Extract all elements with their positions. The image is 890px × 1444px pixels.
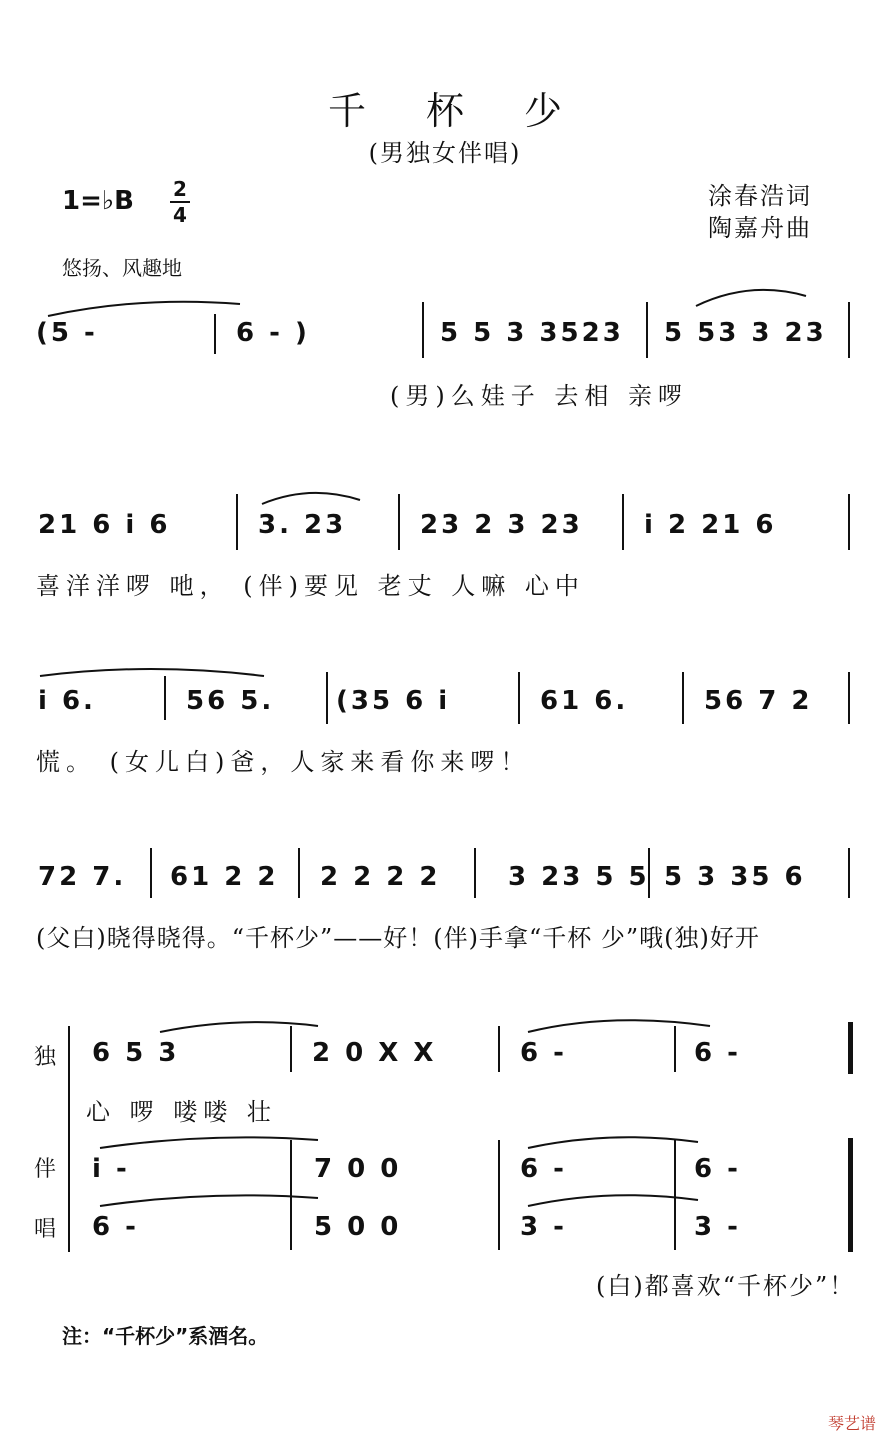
measure-3-1: i 6. <box>38 686 96 716</box>
measure-4-5: 5 3 35 6 <box>664 862 806 892</box>
composer-credit: 陶嘉舟曲 <box>708 214 812 242</box>
measure-3-4: 61 6. <box>540 686 629 716</box>
measure-1-4: 5 53 3 23 <box>664 318 827 348</box>
final-chorus1-measure-2: 7 0 0 <box>314 1154 402 1184</box>
solo-part-label: 独 <box>34 1045 57 1070</box>
measure-2-3: 23 2 3 23 <box>420 510 583 540</box>
final-solo-measure-3: 6 - <box>520 1038 567 1068</box>
lyric-row-1: (男)么娃子 去相 亲啰 <box>390 382 688 410</box>
lyric-row-4: (父白)晓得晓得。“千杯少”——好！(伴)手拿“千杯 少”哦(独)好开 <box>36 924 760 952</box>
subtitle: (男独女伴唱) <box>368 139 522 167</box>
final-chorus1-measure-4: 6 - <box>694 1154 741 1184</box>
measure-2-4: i 2 21 6 <box>644 510 777 540</box>
final-chorus1-measure-3: 6 - <box>520 1154 567 1184</box>
measure-4-2: 61 2 2 <box>170 862 279 892</box>
measure-3-5: 56 7 2 <box>704 686 813 716</box>
page-title: 千杯少 <box>327 89 622 133</box>
lyric-row-3: 慌。 (女儿白)爸，人家来看你来啰！ <box>36 748 531 776</box>
final-chorus2-measure-2: 5 0 0 <box>314 1212 402 1242</box>
chorus-part-label-1: 伴 <box>34 1157 57 1182</box>
footnote: 注：“千杯少”系酒名。 <box>62 1324 269 1348</box>
final-solo-measure-2: 2 0 X X <box>312 1038 437 1068</box>
measure-4-3: 2 2 2 2 <box>320 862 441 892</box>
final-solo-measure-1: 6 5 3 <box>92 1038 180 1068</box>
measure-1-2: 6 - ) <box>236 318 310 348</box>
measure-3-2: 56 5. <box>186 686 275 716</box>
measure-1-1: (5 - <box>36 318 98 348</box>
final-chorus2-measure-1: 6 - <box>92 1212 139 1242</box>
measure-2-1: 21 6 i 6 <box>38 510 171 540</box>
measure-4-4: 3 23 5 5 <box>508 862 650 892</box>
final-chorus1-measure-1: i - <box>92 1154 130 1184</box>
final-chorus2-measure-3: 3 - <box>520 1212 567 1242</box>
lyricist-credit: 涂春浩词 <box>708 182 812 210</box>
key-signature: 1=♭B <box>62 186 134 216</box>
time-bottom: 4 <box>173 203 187 227</box>
final-chorus2-measure-4: 3 - <box>694 1212 741 1242</box>
measure-1-3: 5 5 3 3523 <box>440 318 624 348</box>
measure-3-3: (35 6 i <box>336 686 451 716</box>
measure-2-2: 3. 23 <box>258 510 347 540</box>
final-spoken-line: (白)都喜欢“千杯少”！ <box>596 1272 856 1300</box>
watermark-logo: 琴艺谱 <box>827 1414 876 1433</box>
measure-4-1: 72 7. <box>38 862 127 892</box>
time-top: 2 <box>173 177 187 201</box>
tempo-marking: 悠扬、风趣地 <box>62 256 182 280</box>
final-solo-lyric: 心 啰 喽喽 壮 <box>86 1098 277 1126</box>
chorus-part-label-2: 唱 <box>34 1217 57 1242</box>
lyric-row-2: 喜洋洋啰 吔， (伴)要见 老丈 人嘛 心中 <box>36 572 585 600</box>
final-solo-measure-4: 6 - <box>694 1038 741 1068</box>
